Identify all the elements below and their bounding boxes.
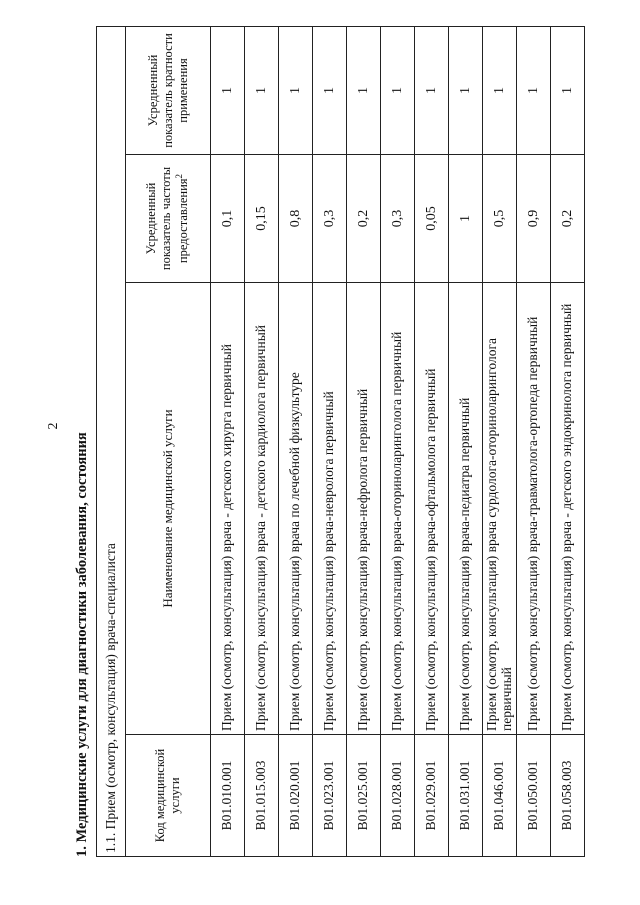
cell-name: Прием (осмотр, консультация) врача по лечебной физкультуре — [279, 283, 313, 735]
cell-code: B01.050.001 — [517, 735, 551, 857]
header-frequency-text: Усредненный показатель частоты предоставления — [144, 166, 191, 271]
cell-frequency: 1 — [449, 155, 483, 283]
table-body — [211, 27, 585, 857]
cell-multiplicity: 1 — [381, 27, 415, 155]
cell-code: B01.029.001 — [415, 735, 449, 857]
cell-multiplicity: 1 — [245, 27, 279, 155]
cell-frequency: 0,8 — [279, 155, 313, 283]
cell-frequency: 0,1 — [211, 155, 245, 283]
cell-multiplicity: 1 — [517, 27, 551, 155]
header-code: Код медицинской услуги — [126, 735, 211, 857]
cell-frequency: 0,3 — [381, 155, 415, 283]
header-multiplicity: Усредненный показатель кратности применения — [126, 27, 211, 155]
cell-code: B01.010.001 — [211, 735, 245, 857]
cell-name: Прием (осмотр, консультация) врача-оториноларинголога первичный — [381, 283, 415, 735]
cell-code: B01.028.001 — [381, 735, 415, 857]
cell-code: B01.023.001 — [313, 735, 347, 857]
cell-name: Прием (осмотр, консультация) врача-офтальмолога первичный — [415, 283, 449, 735]
footnote-marker: 2 — [174, 173, 185, 179]
table-row — [381, 27, 415, 857]
table-row — [415, 27, 449, 857]
cell-name: Прием (осмотр, консультация) врача-педиатра первичный — [449, 283, 483, 735]
page-number: 2 — [46, 422, 61, 430]
table-row — [347, 27, 381, 857]
table-row — [211, 27, 245, 857]
cell-frequency: 0,15 — [245, 155, 279, 283]
cell-name: Прием (осмотр, консультация) врача - детского эндокринолога первичный — [551, 283, 585, 735]
cell-code: B01.025.001 — [347, 735, 381, 857]
cell-code: B01.015.003 — [245, 735, 279, 857]
cell-multiplicity: 1 — [211, 27, 245, 155]
cell-name: Прием (осмотр, консультация) врача сурдолога-оториноларинголога первичный — [483, 283, 517, 735]
cell-frequency: 0,05 — [415, 155, 449, 283]
cell-multiplicity: 1 — [279, 27, 313, 155]
cell-multiplicity: 1 — [415, 27, 449, 155]
rotated-sheet — [68, 27, 578, 857]
cell-name: Прием (осмотр, консультация) врача - детского кардиолога первичный — [245, 283, 279, 735]
table-row — [449, 27, 483, 857]
cell-name: Прием (осмотр, консультация) врача-травматолога-ортопеда первичный — [517, 283, 551, 735]
cell-code: B01.020.001 — [279, 735, 313, 857]
cell-name: Прием (осмотр, консультация) врача-невролога первичный — [313, 283, 347, 735]
cell-frequency: 0,2 — [551, 155, 585, 283]
services-table — [96, 26, 585, 857]
subsection-title: 1.1. Прием (осмотр, консультация) врача-специалиста — [97, 27, 126, 857]
cell-code: B01.058.003 — [551, 735, 585, 857]
header-frequency — [126, 155, 211, 283]
cell-name: Прием (осмотр, консультация) врача - детского хирурга первичный — [211, 283, 245, 735]
cell-multiplicity: 1 — [483, 27, 517, 155]
table-row — [279, 27, 313, 857]
cell-multiplicity: 1 — [551, 27, 585, 155]
cell-frequency: 0,3 — [313, 155, 347, 283]
table-row — [483, 27, 517, 857]
section-heading: 1. Медицинские услуги для диагностики заболевания, состояния — [74, 432, 90, 857]
cell-name: Прием (осмотр, консультация) врача-нефролога первичный — [347, 283, 381, 735]
cell-code: B01.031.001 — [449, 735, 483, 857]
table-row — [313, 27, 347, 857]
table-row — [551, 27, 585, 857]
table-row — [245, 27, 279, 857]
cell-frequency: 0,5 — [483, 155, 517, 283]
header-name: Наименование медицинской услуги — [126, 283, 211, 735]
cell-frequency: 0,2 — [347, 155, 381, 283]
cell-multiplicity: 1 — [347, 27, 381, 155]
cell-frequency: 0,9 — [517, 155, 551, 283]
cell-multiplicity: 1 — [449, 27, 483, 155]
table-row — [517, 27, 551, 857]
table-header-row — [126, 27, 211, 857]
cell-code: B01.046.001 — [483, 735, 517, 857]
cell-multiplicity: 1 — [313, 27, 347, 155]
